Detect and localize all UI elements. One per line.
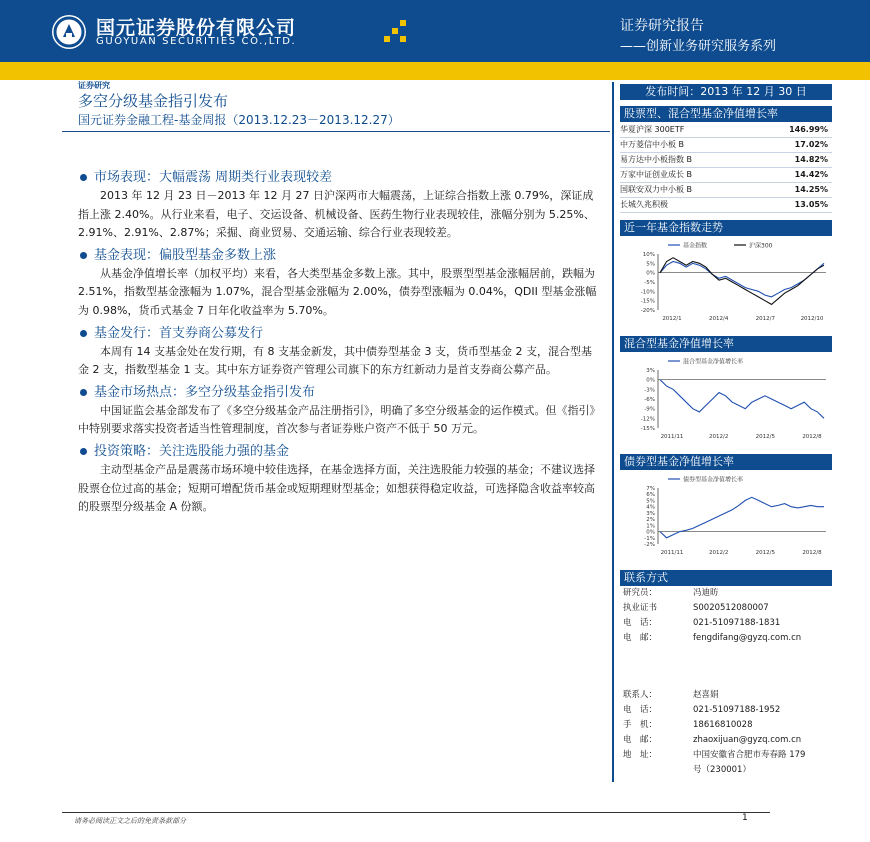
contact-value: 号（230001） — [693, 765, 751, 775]
fund-name: 华夏沪深 300ETF — [620, 122, 753, 137]
column-divider — [612, 82, 614, 782]
contact-title: 联系方式 — [620, 570, 832, 586]
y-tick-label: 1% — [646, 523, 655, 530]
section-heading-market: 市场表现：大幅震荡 周期类行业表现较差 — [78, 168, 598, 187]
publish-date: 发布时间：2013 年 12 月 30 日 — [620, 84, 832, 100]
contact-label: 电 话： — [623, 618, 658, 628]
y-tick-label: 5% — [646, 498, 655, 505]
contact-row — [623, 616, 780, 628]
y-tick-label: -9% — [644, 406, 655, 413]
contact-label: 联系人： — [623, 690, 658, 700]
contact-label: 研究员： — [623, 588, 658, 598]
y-tick-label: -6% — [644, 397, 655, 403]
table-row — [620, 137, 832, 152]
contact-row — [623, 718, 753, 730]
x-tick-label: 2012/1 — [662, 316, 682, 322]
bullet-icon — [80, 448, 87, 455]
fund-name: 中万菱信中小板 B — [620, 137, 753, 152]
y-tick-label: 5% — [646, 261, 655, 268]
series-line — [660, 258, 824, 305]
y-tick-label: -2% — [644, 542, 655, 548]
fund-name: 易方达中小板指数 B — [620, 152, 753, 167]
page-subtitle: 国元证券金融工程-基金周报（2013.12.23－2013.12.27） — [78, 113, 400, 127]
section-paragraph-fund-performance: 从基金净值增长率（加权平均）来看，各大类型基金多数上涨。其中，股票型型基金涨幅居前，跌幅为 2.51%，指数型基金涨幅为 1.07%，混合型基金涨幅为 2.00%，债券型涨幅为 0.04%，QDII 型基金涨幅为 0.98%，货币式基金 7 日年化收益率为 5.70%。 — [78, 266, 597, 317]
growth-table — [620, 122, 832, 213]
contact-value: 021-51097188-1831 — [693, 618, 781, 628]
contact-row — [623, 703, 780, 715]
x-tick-label: 2012/5 — [755, 434, 776, 440]
report-type: 证券研究报告 — [620, 18, 704, 34]
contact-value: S0020512080007 — [693, 603, 769, 613]
section-heading-issuance: 基金发行：首支券商公募发行 — [78, 324, 598, 343]
contact-label: 地 址： — [623, 750, 658, 760]
fund-growth-value: 13.05% — [753, 197, 832, 212]
y-tick-label: 0% — [646, 270, 655, 277]
y-tick-label: -3% — [644, 387, 655, 394]
x-tick-label: 2012/5 — [755, 550, 776, 556]
chart-title-mixed: 混合型基金净值增长率 — [620, 336, 832, 352]
contact-label: 电 话： — [623, 705, 658, 715]
legend-label: 沪深300 — [749, 242, 773, 250]
y-tick-label: 3% — [646, 510, 655, 517]
contact-row — [623, 763, 751, 775]
contact-value: 赵喜娟 — [693, 690, 719, 700]
series-line — [660, 262, 824, 297]
y-tick-label: -12% — [640, 416, 655, 423]
fund-growth-value: 146.99% — [753, 122, 832, 137]
contact-row — [623, 601, 769, 613]
chart-mixed-fund — [620, 354, 832, 440]
header-accent-band — [0, 62, 870, 80]
y-tick-label: 4% — [646, 504, 655, 511]
company-name-en: GUOYUAN SECURITIES CO.,LTD. — [96, 36, 297, 47]
bullet-icon — [80, 330, 87, 337]
section-heading-fund-performance: 基金表现：偏股型基金多数上涨 — [78, 246, 598, 265]
company-logo-icon — [52, 15, 86, 49]
section-paragraph-strategy: 主动型基金产品是震荡市场环境中较佳选择，在基金选择方面，关注选股能力较强的基金；不建议选择股票仓位过高的基金；短期可增配货币基金或短期理财型基金；如想获得稳定收益，可选择隐含收益率较高的股票型分级基金 A 份额。 — [78, 462, 595, 514]
y-tick-label: -10% — [640, 289, 655, 296]
chart-title-bond: 债券型基金净值增长率 — [620, 454, 832, 470]
contact-row — [623, 586, 719, 598]
y-tick-label: 3% — [646, 368, 655, 374]
fund-name: 万家中证创业成长 B — [620, 167, 753, 182]
table-row — [620, 122, 832, 137]
section-paragraph-market: 2013 年 12 月 23 日－2013 年 12 月 27 日沪深两市大幅震荡，上证综合指数上涨 0.79%，深证成指上涨 2.40%。从行业来看，电子、交运设备、机械设备、医药生物行业表现较佳，涨幅分别为 5.25%、2.91%、2.91%、2.87%；采掘、商业贸易、交通运输、综合行业表现较差。 — [78, 189, 595, 240]
y-tick-label: -1% — [644, 535, 655, 542]
x-tick-label: 2012/10 — [800, 316, 824, 322]
table-row — [620, 197, 832, 212]
contact-label: 执业证书 — [623, 603, 658, 613]
series-line — [660, 380, 824, 419]
y-tick-label: -5% — [644, 280, 655, 286]
report-series: ——创新业务研究服务系列 — [620, 39, 777, 54]
logo-dots-icon — [384, 20, 414, 48]
x-tick-label: 2012/2 — [708, 550, 729, 556]
x-tick-label: 2011/11 — [660, 434, 684, 440]
section-heading-strategy: 投资策略：关注选股能力强的基金 — [78, 442, 598, 461]
table-row — [620, 167, 832, 182]
fund-growth-value: 14.25% — [753, 182, 832, 197]
section-paragraph-issuance: 本周有 14 支基金处在发行期，有 8 支基金新发，其中债券型基金 3 支，货币型基金 2 支，混合型基金 2 支，指数型基金 1 支。其中东方证券资产管理公司旗下的东方红新动力是首支券商公募产品。 — [78, 344, 592, 377]
company-name-cn: 国元证券股份有限公司 — [96, 17, 297, 39]
contact-value: 18616810028 — [693, 720, 753, 730]
y-tick-label: 0% — [646, 529, 655, 536]
main-content — [78, 168, 598, 520]
y-tick-label: -15% — [640, 298, 655, 305]
y-tick-label: 7% — [646, 486, 655, 492]
table-row — [620, 182, 832, 197]
fund-growth-value: 14.42% — [753, 167, 832, 182]
page-number: 1 — [742, 813, 748, 823]
bullet-icon — [80, 174, 87, 181]
x-tick-label: 2011/11 — [660, 550, 684, 556]
bullet-icon — [80, 389, 87, 396]
fund-growth-value: 17.02% — [753, 137, 832, 152]
title-divider — [62, 131, 610, 132]
contact-label: 手 机： — [623, 720, 658, 730]
fund-growth-value: 14.82% — [753, 152, 832, 167]
table-row — [620, 152, 832, 167]
contact-value: zhaoxijuan@gyzq.com.cn — [693, 735, 802, 745]
x-tick-label: 2012/8 — [802, 434, 822, 440]
y-tick-label: 0% — [646, 377, 655, 384]
y-tick-label: -15% — [640, 426, 655, 432]
contact-value: 冯迪昉 — [693, 588, 719, 598]
legend-label: 基金指数 — [683, 242, 708, 250]
contact-row — [623, 688, 719, 700]
contact-row — [623, 733, 801, 745]
growth-table-title: 股票型、混合型基金净值增长率 — [620, 106, 832, 122]
x-tick-label: 2012/7 — [755, 316, 776, 322]
y-tick-label: 10% — [642, 252, 655, 258]
section-paragraph-hotspot: 中国证监会基金部发布了《多空分级基金产品注册指引》，明确了多空分级基金的运作模式。但《指引》中特别要求落实投资者适当性管理制度，首次参与者证券账户资产不低于 50 万元。 — [78, 403, 595, 436]
x-tick-label: 2012/4 — [708, 316, 729, 322]
contact-value: fengdifang@gyzq.com.cn — [693, 633, 802, 643]
footer-disclaimer: 请务必阅读正文之后的免责条款部分 — [74, 817, 186, 825]
bullet-icon — [80, 252, 87, 259]
y-tick-label: 6% — [646, 492, 655, 499]
legend-label: 混合型基金净值增长率 — [683, 358, 744, 366]
chart-bond-fund — [620, 472, 832, 556]
contact-row — [623, 748, 805, 760]
y-tick-label: -20% — [640, 308, 655, 314]
page-title: 多空分级基金指引发布 — [78, 92, 229, 110]
contact-value: 021-51097188-1952 — [693, 705, 781, 715]
x-tick-label: 2012/2 — [708, 434, 729, 440]
y-tick-label: 2% — [646, 517, 655, 524]
document-code: 证券研究 — [78, 81, 110, 90]
fund-name: 国联安双力中小板 B — [620, 182, 753, 197]
fund-name: 长城久兆积极 — [620, 197, 753, 212]
contact-row — [623, 631, 801, 643]
contact-label: 电 邮： — [623, 633, 658, 643]
chart-title-index: 近一年基金指数走势 — [620, 220, 832, 236]
section-heading-hotspot: 基金市场热点：多空分级基金指引发布 — [78, 383, 598, 402]
contact-label: 电 邮： — [623, 735, 658, 745]
legend-label: 债券型基金净值增长率 — [683, 476, 744, 484]
footer-divider — [62, 812, 770, 813]
x-tick-label: 2012/8 — [802, 550, 822, 556]
contact-value: 中国安徽省合肥市寿春路 179 — [693, 750, 806, 760]
chart-index-trend — [620, 238, 832, 322]
